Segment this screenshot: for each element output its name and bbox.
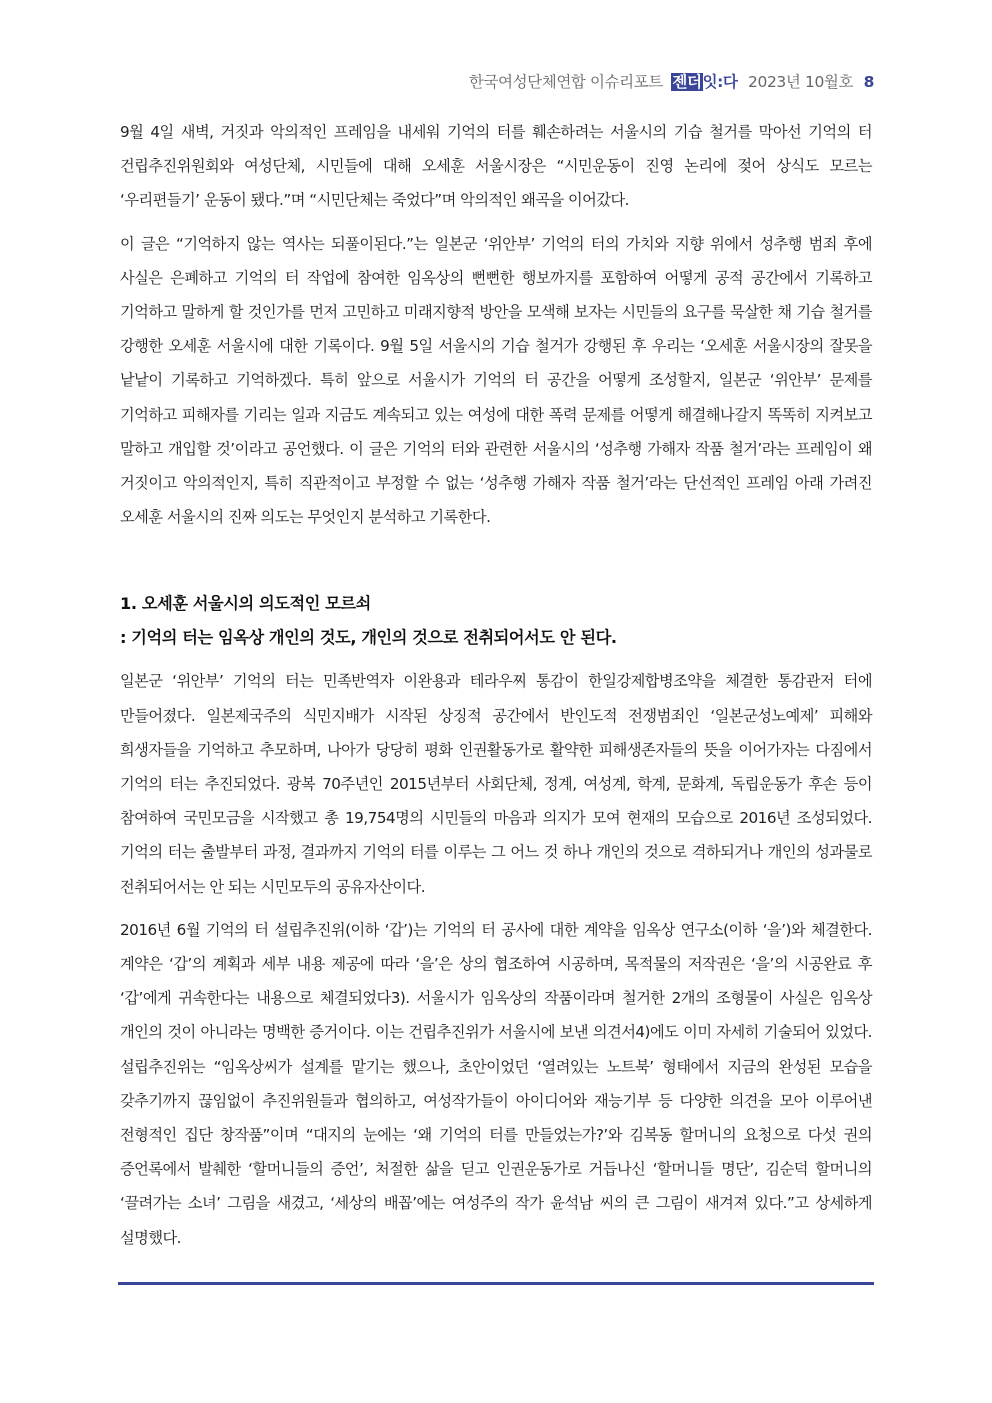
header-org: 한국여성단체연합 이슈리포트 (468, 73, 663, 91)
paragraph-body-2: 2016년 6월 기억의 터 설립추진위(이하 ‘갑’)는 기억의 터 공사에 대한 계약을 임옥상 연구소(이하 ‘을’)와 체결한다. 계약은 ‘갑’의 계획과 세부 내용 제공에 따라 ‘을’은 상의 협조하여 시공하며, 목적물의 저작권은 ‘을’의 시공완료 후 ‘갑’에게 귀속한다는 내용으로 체결되었다3). 서울시가 임옥상의 작품이라며 철거한 2개의 조형물이 사실은 임옥상 개인의 것이 아니라는 명백한 증거이다. 이는 건립추진위가 서울시에 보낸 의견서4)에도 이미 자세히 기술되어 있었다. 설립추진위는 “임옥상씨가 설계를 맡기는 했으나, 초안이었던 ‘열려있는 노트북’ 형태에서 지금의 완성된 모습을 갖추기까지 끊임없이 추진위원들과 협의하고, 여성작가들이 아이디어와 재능기부 등 다양한 의견을 모아 이루어낸 전형적인 집단 창작품”이며 “대지의 눈에는 ‘왜 기억의 터를 만들었는가?’와 김복동 할머니의 요청으로 다섯 권의 증언록에서 발췌한 ‘할머니들의 증언’, 처절한 삶을 딛고 인권운동가로 거듭나신 ‘할머니들 명단’, 김순덕 할머니의 ‘끌려가는 소녀’ 그림을 새겼고, ‘세상의 배꼽’에는 여성주의 작가 윤석남 씨의 큰 그림이 새겨져 있다.”고 상세하게 설명했다. (120, 920, 872, 1247)
page-header (469, 70, 874, 92)
badge-part2: 잇:다 (702, 73, 738, 91)
paragraph-body-1: 일본군 ‘위안부’ 기억의 터는 민족반역자 이완용과 테라우찌 통감이 한일강제합병조약을 체결한 통감관저 터에 만들어졌다. 일본제국주의 식민지배가 시작된 상징적 공간에서 반인도적 전쟁범죄인 ‘일본군성노예제’ 피해와 희생자들을 기억하고 추모하며, 나아가 당당히 평화 인권활동가로 활약한 피해생존자들의 뜻을 이어가자는 다짐에서 기억의 터는 추진되었다. 광복 70주년인 2015년부터 사회단체, 정계, 여성계, 학계, 문화계, 독립운동가 후손 등이 참여하여 국민모금을 시작했고 총 19,754명의 시민들의 마음과 의지가 모여 현재의 모습으로 2016년 조성되었다. 기억의 터는 출발부터 과정, 결과까지 기억의 터를 이루는 그 어느 것 하나 개인의 것으로 격하되거나 개인의 성과물로 전취되어서는 안 되는 시민모두의 공유자산이다. (120, 672, 872, 896)
section-heading: 1. 오세훈 서울시의 의도적인 모르쇠 (120, 594, 371, 614)
footer-divider (118, 1282, 874, 1285)
paragraph-intro-1: 9월 4일 새벽, 거짓과 악의적인 프레임을 내세워 기억의 터를 훼손하려는 서울시의 기습 철거를 막아선 기억의 터 건립추진위원회와 여성단체, 시민들에 대해 오세훈 서울시장은 “시민운동이 진영 논리에 젖어 상식도 모르는 ‘우리편들기’ 운동이 됐다.”며 “시민단체는 죽었다”며 악의적인 왜곡을 이어갔다. (120, 123, 872, 210)
paragraph-intro-2: 이 글은 “기억하지 않는 역사는 되풀이된다.”는 일본군 ‘위안부’ 기억의 터의 가치와 지향 위에서 성추행 범죄 후에 사실은 은폐하고 기억의 터 작업에 참여한 임옥상의 뻔뻔한 행보까지를 포함하여 어떻게 공적 공간에서 기록하고 기억하고 말하게 할 것인가를 먼저 고민하고 미래지향적 방안을 모색해 보자는 시민들의 요구를 묵살한 채 기습 철거를 강행한 오세훈 서울시에 대한 기록이다. 9월 5일 서울시의 기습 철거가 강행된 후 우리는 ‘오세훈 서울시장의 잘못을 낱낱이 기록하고 기억하겠다. 특히 앞으로 서울시가 기억의 터 공간을 어떻게 조성할지, 일본군 ‘위안부’ 문제를 기억하고 피해자를 기리는 일과 지금도 계속되고 있는 여성에 대한 폭력 문제를 어떻게 해결해나갈지 똑똑히 지켜보고 말하고 개입할 것’이라고 공언했다. 이 글은 기억의 터와 관련한 서울시의 ‘성추행 가해자 작품 철거’라는 프레임이 왜 거짓이고 악의적인지, 특히 직관적이고 부정할 수 없는 ‘성추행 가해자 작품 철거’라는 단선적인 프레임 아래 가려진 오세훈 서울시의 진짜 의도는 무엇인지 분석하고 기록한다. (120, 234, 872, 527)
section-subheading: : 기억의 터는 임옥상 개인의 것도, 개인의 것으로 전취되어서도 안 된다. (120, 628, 617, 648)
page-number: 8 (863, 73, 874, 91)
publication-badge (671, 70, 737, 92)
badge-part1: 젠더 (672, 73, 702, 91)
header-issue: 2023년 10월호 (748, 73, 854, 91)
section-spacer (120, 543, 872, 587)
document-body (120, 115, 872, 1264)
